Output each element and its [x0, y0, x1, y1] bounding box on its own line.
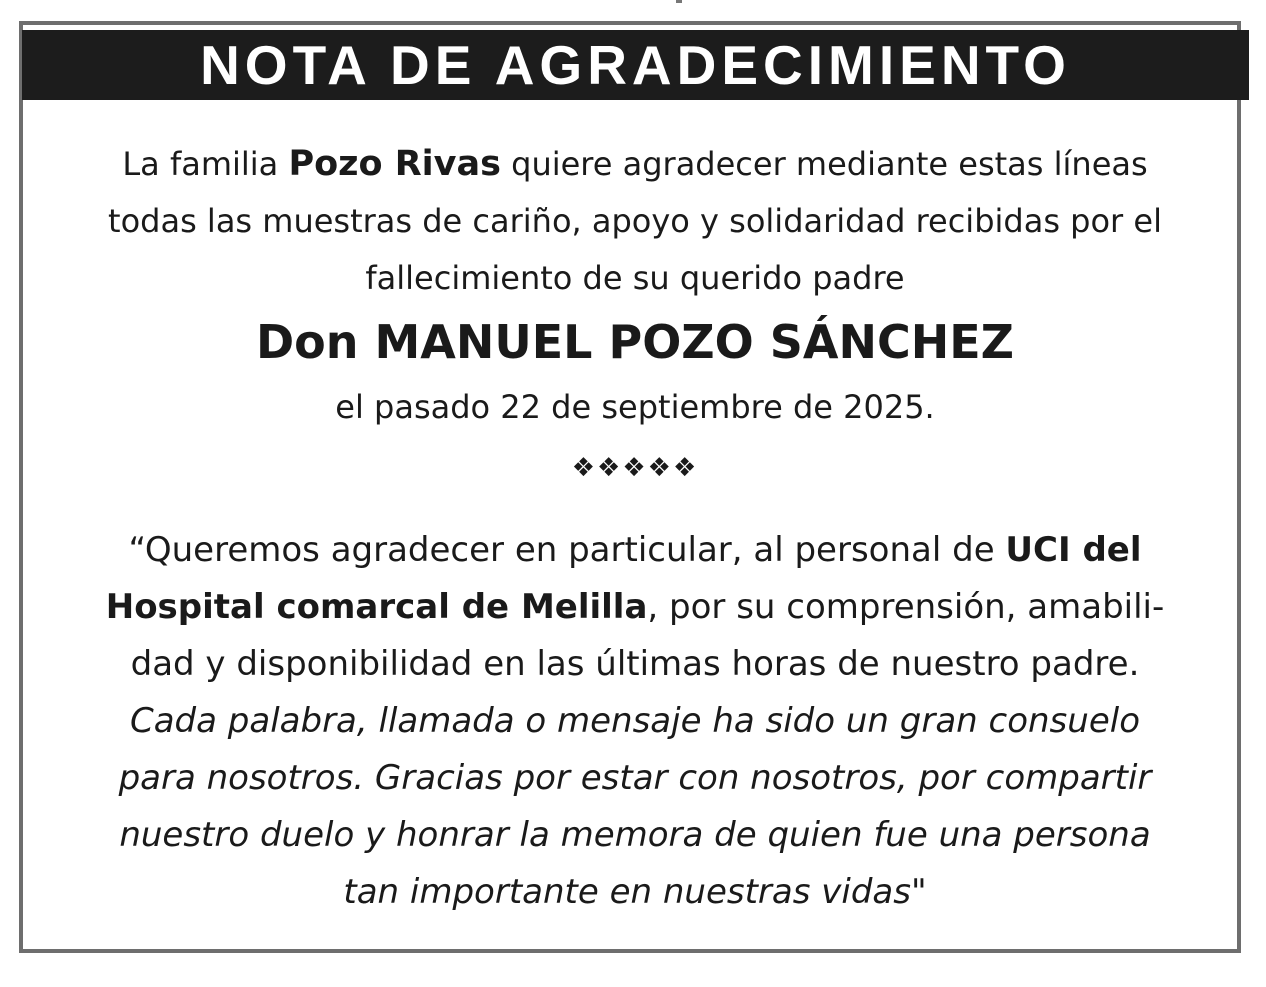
deceased-name: Don MANUEL POZO SÁNCHEZ — [255, 315, 1015, 369]
quote-l1-a: “Queremos agradecer en particular, al personal de — [128, 530, 1006, 570]
intro-line1-rest: quiere agradecer mediante estas líneas — [500, 145, 1148, 183]
intro-line3: fallecimiento de su querido padre — [365, 259, 905, 297]
intro-paragraph — [50, 136, 1220, 307]
top-edge-mark — [676, 0, 682, 3]
intro-line2: todas las muestras de cariño, apoyo y solidaridad recibidas por el — [108, 202, 1162, 240]
ornament-divider: ❖❖❖❖❖ — [571, 453, 699, 483]
quote-l6: nuestro duelo y honrar la memora de quien fue una persona — [119, 815, 1151, 855]
quote-l3: dad y disponibilidad en las últimas horas de nuestro padre. — [130, 644, 1140, 684]
date-line: el pasado 22 de septiembre de 2025. — [335, 388, 935, 426]
quote-l5: para nosotros. Gracias por estar con nosotros, por compartir — [118, 758, 1152, 798]
family-name: Pozo Rivas — [288, 144, 501, 184]
quote-l1-b: UCI del — [1005, 530, 1142, 570]
intro-lead: La familia — [122, 145, 289, 183]
quote-paragraph — [40, 522, 1230, 921]
quote-l7-a: tan importante en nuestras vidas — [343, 872, 911, 912]
notice-title: NOTA DE AGRADECIMIENTO — [22, 30, 1249, 100]
quote-l4: Cada palabra, llamada o mensaje ha sido un gran consuelo — [129, 701, 1140, 741]
hospital-name: Hospital comarcal de Melilla — [105, 587, 648, 627]
quote-l7-b: " — [910, 872, 927, 912]
quote-l2-b: , por su comprensión, amabili- — [647, 587, 1165, 627]
